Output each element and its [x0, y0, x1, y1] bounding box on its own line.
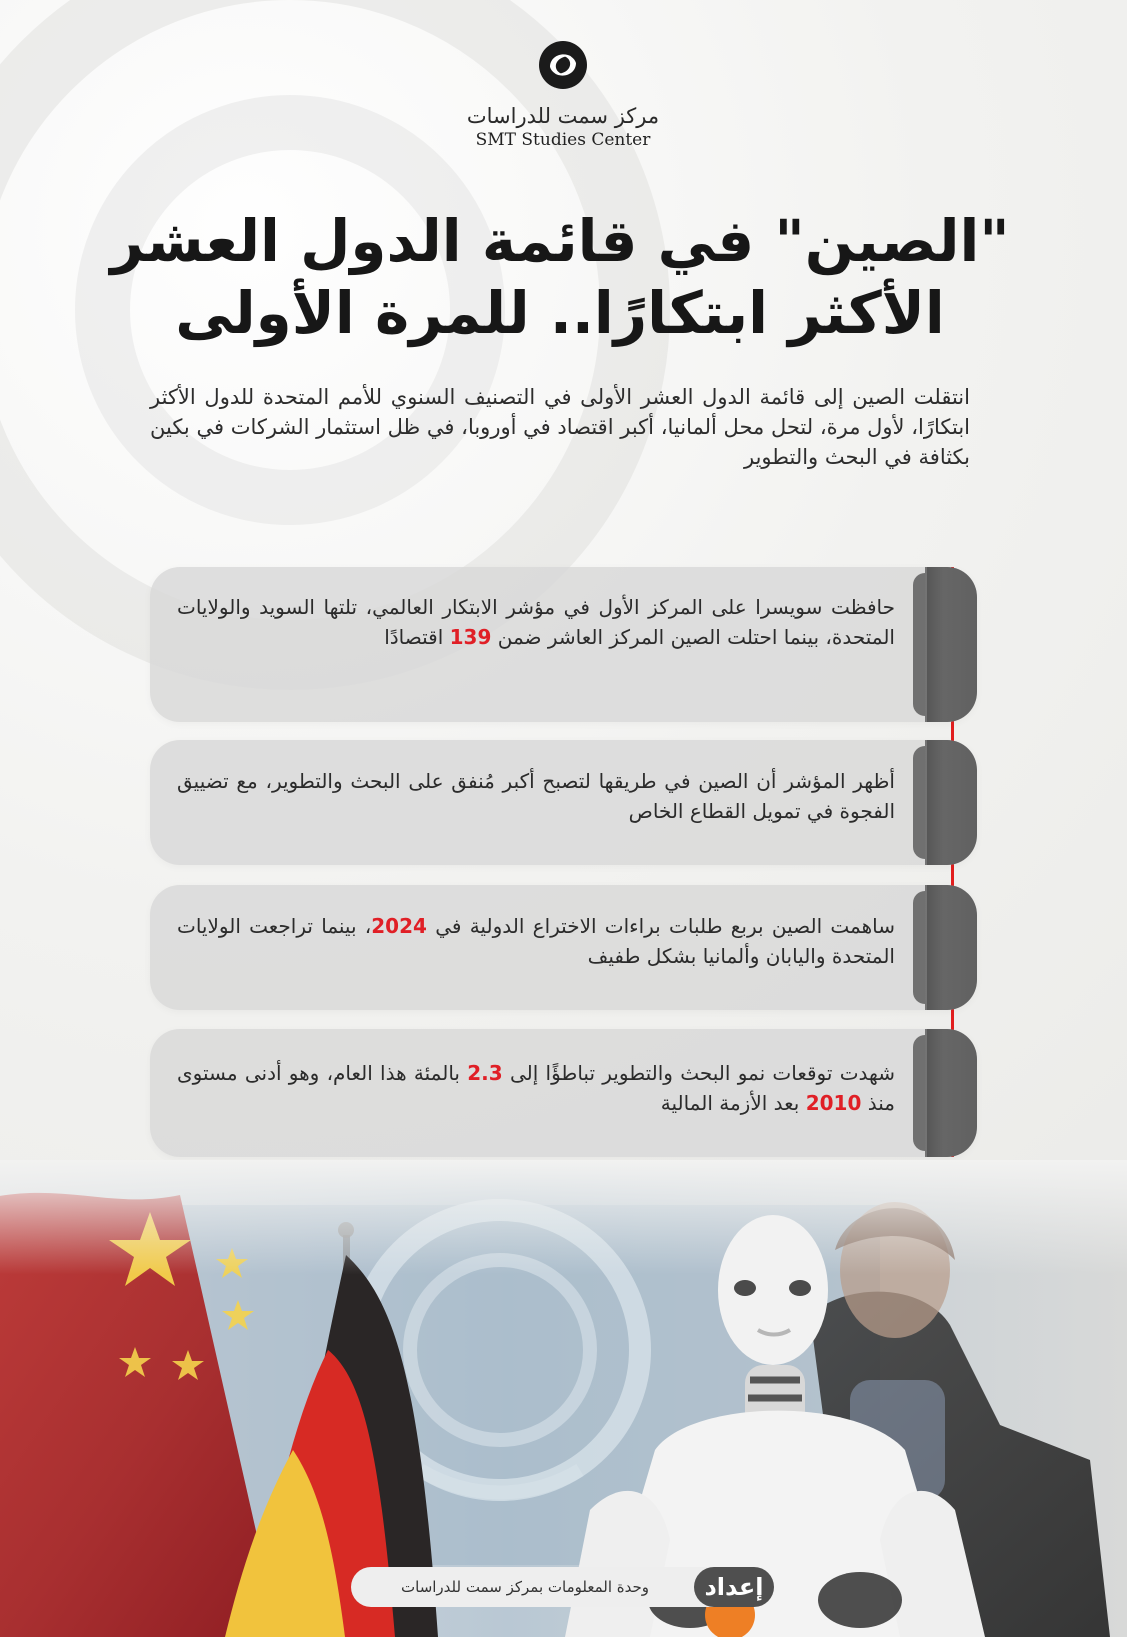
headline-line-two: الأكثر ابتكارًا.. للمرة الأولى: [175, 279, 945, 347]
headline-close-quote: ": [774, 207, 805, 275]
fact-text-before: شهدت توقعات نمو البحث والتطوير تباطؤًا إلى: [502, 1061, 895, 1085]
smt-logo-icon: [538, 40, 588, 90]
fact-highlight-percent: 2.3: [467, 1061, 503, 1085]
card-tab: [925, 885, 977, 1010]
credit-title: إعداد: [694, 1567, 774, 1607]
headline-line-one-rest: في قائمة الدول العشر: [110, 207, 775, 275]
credit-text: وحدة المعلومات بمركز سمت للدراسات: [401, 1578, 649, 1596]
fact-card: [150, 885, 977, 1010]
fact-card: [150, 567, 977, 722]
card-tab: [925, 1029, 977, 1157]
fact-text-after: ، بينما تراجعت الولايات المتحدة واليابان وألمانيا بشكل طفيف: [177, 914, 895, 968]
fact-text-before: ساهمت الصين بربع طلبات براءات الاختراع الدولية في: [426, 914, 895, 938]
page-headline: [95, 205, 1025, 349]
headline-open-quote: ": [979, 207, 1010, 275]
flags-robot-illustration: [0, 1160, 1127, 1637]
fact-text-before: حافظت سويسرا على المركز الأول في مؤشر الابتكار العالمي، تلتها السويد والولايات المتحدة، بينما احتلت الصين المركز العاشر ضمن: [177, 595, 895, 649]
fact-text: [177, 911, 895, 971]
fact-highlight-year: 2024: [371, 914, 427, 938]
fact-text: [177, 1058, 895, 1118]
brand-logo: [438, 40, 688, 170]
fact-highlight-year: 2010: [805, 1091, 862, 1115]
background-photo: [0, 1160, 1127, 1637]
card-tab: [925, 567, 977, 722]
card-tab: [925, 740, 977, 865]
fact-text: أظهر المؤشر أن الصين في طريقها لتصبح أكبر مُنفق على البحث والتطوير، مع تضييق الفجوة في تمويل القطاع الخاص: [177, 769, 895, 823]
facts-timeline: [150, 567, 977, 1157]
intro-paragraph: انتقلت الصين إلى قائمة الدول العشر الأولى في التصنيف السنوي للأمم المتحدة للدول الأكثر ابتكارًا، لأول مرة، لتحل محل ألمانيا، أكبر اقتصاد في أوروبا، في ظل استثمار الشركات في بكين بكثافة في البحث والتطوير: [150, 385, 970, 469]
fact-text: [177, 592, 895, 652]
fact-highlight-number: 139: [449, 625, 492, 649]
fact-text-after: بعد الأزمة المالية: [660, 1091, 806, 1115]
prepared-by-badge: [351, 1567, 774, 1607]
fact-card: [150, 740, 977, 865]
brand-arabic-name: مركز سمت للدراسات: [466, 104, 660, 128]
fact-text-middle: بالمئة هذا العام، وهو أدنى مستوى منذ: [177, 1061, 895, 1115]
fact-card: [150, 1029, 977, 1157]
headline-country: الصين: [804, 207, 980, 275]
brand-english-name: SMT Studies Center: [475, 130, 651, 150]
fact-text-after: اقتصادًا: [384, 625, 450, 649]
